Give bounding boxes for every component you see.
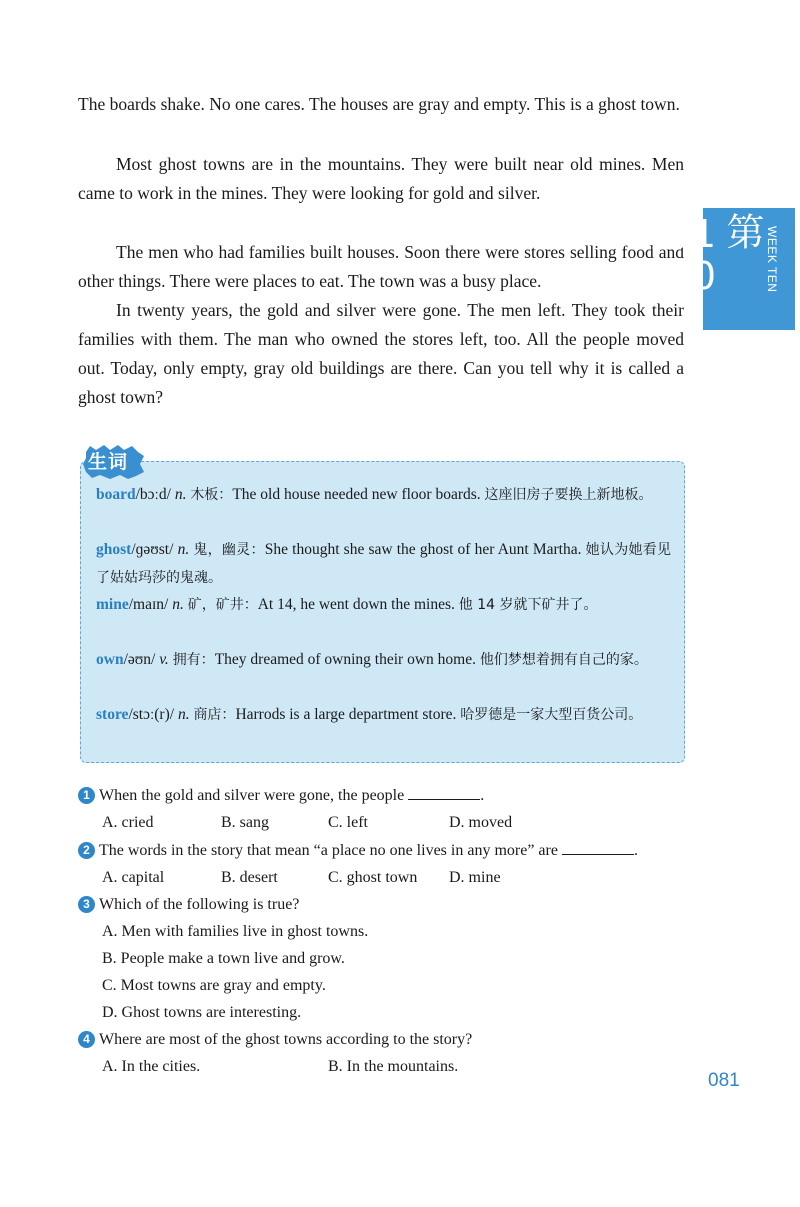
question-number-badge: 4 (78, 1031, 95, 1048)
question-2 (78, 840, 638, 862)
option-1a[interactable]: A. cried (102, 814, 154, 831)
question-number-badge: 1 (78, 787, 95, 804)
vocab-zh-example: 这座旧房子要换上新地板。 (484, 487, 653, 503)
answer-blank[interactable] (408, 785, 480, 800)
vocab-entry-mine (96, 591, 671, 619)
vocab-phonetic: /əʊn/ (123, 651, 156, 668)
option-2a[interactable]: A. capital (102, 869, 165, 886)
vocab-pos: n. (172, 596, 184, 613)
page-number: 081 (708, 1070, 740, 1091)
option-3d[interactable]: D. Ghost towns are interesting. (102, 1004, 302, 1021)
vocab-word: board (96, 486, 136, 503)
vocab-zh-definition: 拥有： (172, 652, 215, 668)
vocab-entry-own (96, 646, 671, 674)
option-3c[interactable]: C. Most towns are gray and empty. (102, 977, 326, 994)
vocab-zh-definition: 商店： (193, 707, 236, 723)
vocabulary-badge-label: 生词 (88, 451, 129, 473)
option-4b[interactable]: B. In the mountains. (328, 1058, 459, 1075)
vocab-word: ghost (96, 541, 132, 558)
passage-paragraph-2: Most ghost towns are in the mountains. They were built near old mines. Men came to work in the mines. They were looking for gold and silver. (78, 154, 684, 203)
vocab-zh-example: 哈罗德是一家大型百货公司。 (460, 707, 643, 723)
vocab-zh-example: 他 14 岁就下矿井了。 (458, 597, 598, 613)
question-number-badge: 3 (78, 896, 95, 913)
question-text: Where are most of the ghost towns according to the story? (99, 1031, 473, 1048)
question-number-badge: 2 (78, 842, 95, 859)
vocab-pos: n. (177, 706, 190, 723)
question-3 (78, 894, 299, 916)
option-1b[interactable]: B. sang (221, 814, 269, 831)
vocab-entry-ghost (96, 536, 671, 592)
option-3b[interactable]: B. People make a town live and grow. (102, 950, 345, 967)
vocab-phonetic: /stɔː(r)/ (128, 706, 175, 723)
vocab-zh-definition: 木板： (190, 487, 233, 503)
week-tab (644, 208, 795, 330)
question-4 (78, 1029, 472, 1051)
vocab-entry-board (96, 481, 671, 509)
question-text: Which of the following is true? (99, 896, 300, 913)
vocab-example: They dreamed of owning their own home. (214, 651, 476, 668)
option-2b[interactable]: B. desert (221, 869, 278, 886)
question-end: . (480, 787, 485, 804)
question-text: When the gold and silver were gone, the people (99, 787, 405, 804)
vocab-pos: n. (174, 486, 187, 503)
vocab-entry-store (96, 701, 671, 729)
passage-paragraph-1: The boards shake. No one cares. The houses are gray and empty. This is a ghost town. (78, 94, 680, 114)
vocab-word: store (96, 706, 129, 723)
option-4a[interactable]: A. In the cities. (102, 1058, 201, 1075)
vocab-phonetic: /ɡəʊst/ (131, 541, 174, 558)
vocab-phonetic: /maɪn/ (128, 596, 169, 613)
option-1c[interactable]: C. left (328, 814, 368, 831)
question-text: The words in the story that mean “a place no one lives in any more” are (99, 842, 558, 859)
passage-paragraph-4: In twenty years, the gold and silver were gone. The men left. They took their families with them. The man who owned the stores left, too. All the people moved out. Today, only empty, gray old buildings are there. Can you tell why it is called a ghost town? (78, 300, 684, 407)
answer-blank[interactable] (562, 840, 634, 855)
vocab-pos: v. (159, 651, 169, 668)
option-2c[interactable]: C. ghost town (328, 869, 418, 886)
vocab-example: She thought she saw the ghost of her Aunt Martha. (264, 541, 582, 558)
week-tab-chinese: 第10周 (644, 212, 764, 296)
vocab-pos: n. (177, 541, 190, 558)
vocab-word: own (96, 651, 124, 668)
vocab-phonetic: /bɔːd/ (135, 486, 171, 503)
vocab-zh-definition: 鬼，幽灵： (193, 542, 265, 558)
vocab-example: The old house needed new floor boards. (232, 486, 481, 503)
option-2d[interactable]: D. mine (449, 869, 501, 886)
vocab-zh-example: 他们梦想着拥有自己的家。 (479, 652, 648, 668)
passage-paragraph-3: The men who had families built houses. Soon there were stores selling food and other things. There were places to eat. The town was a busy place. (78, 242, 684, 291)
vocab-word: mine (96, 596, 129, 613)
vocab-zh-example: 她认为她看见了姑姑玛莎的鬼魂。 (96, 542, 672, 586)
question-end: . (633, 842, 638, 859)
question-1 (78, 785, 484, 807)
option-1d[interactable]: D. moved (449, 814, 513, 831)
vocab-example: At 14, he went down the mines. (257, 596, 455, 613)
vocab-zh-definition: 矿，矿井： (187, 597, 258, 613)
vocab-example: Harrods is a large department store. (235, 706, 457, 723)
option-3a[interactable]: A. Men with families live in ghost towns. (102, 923, 369, 940)
week-tab-english: WEEK TEN (765, 226, 779, 293)
